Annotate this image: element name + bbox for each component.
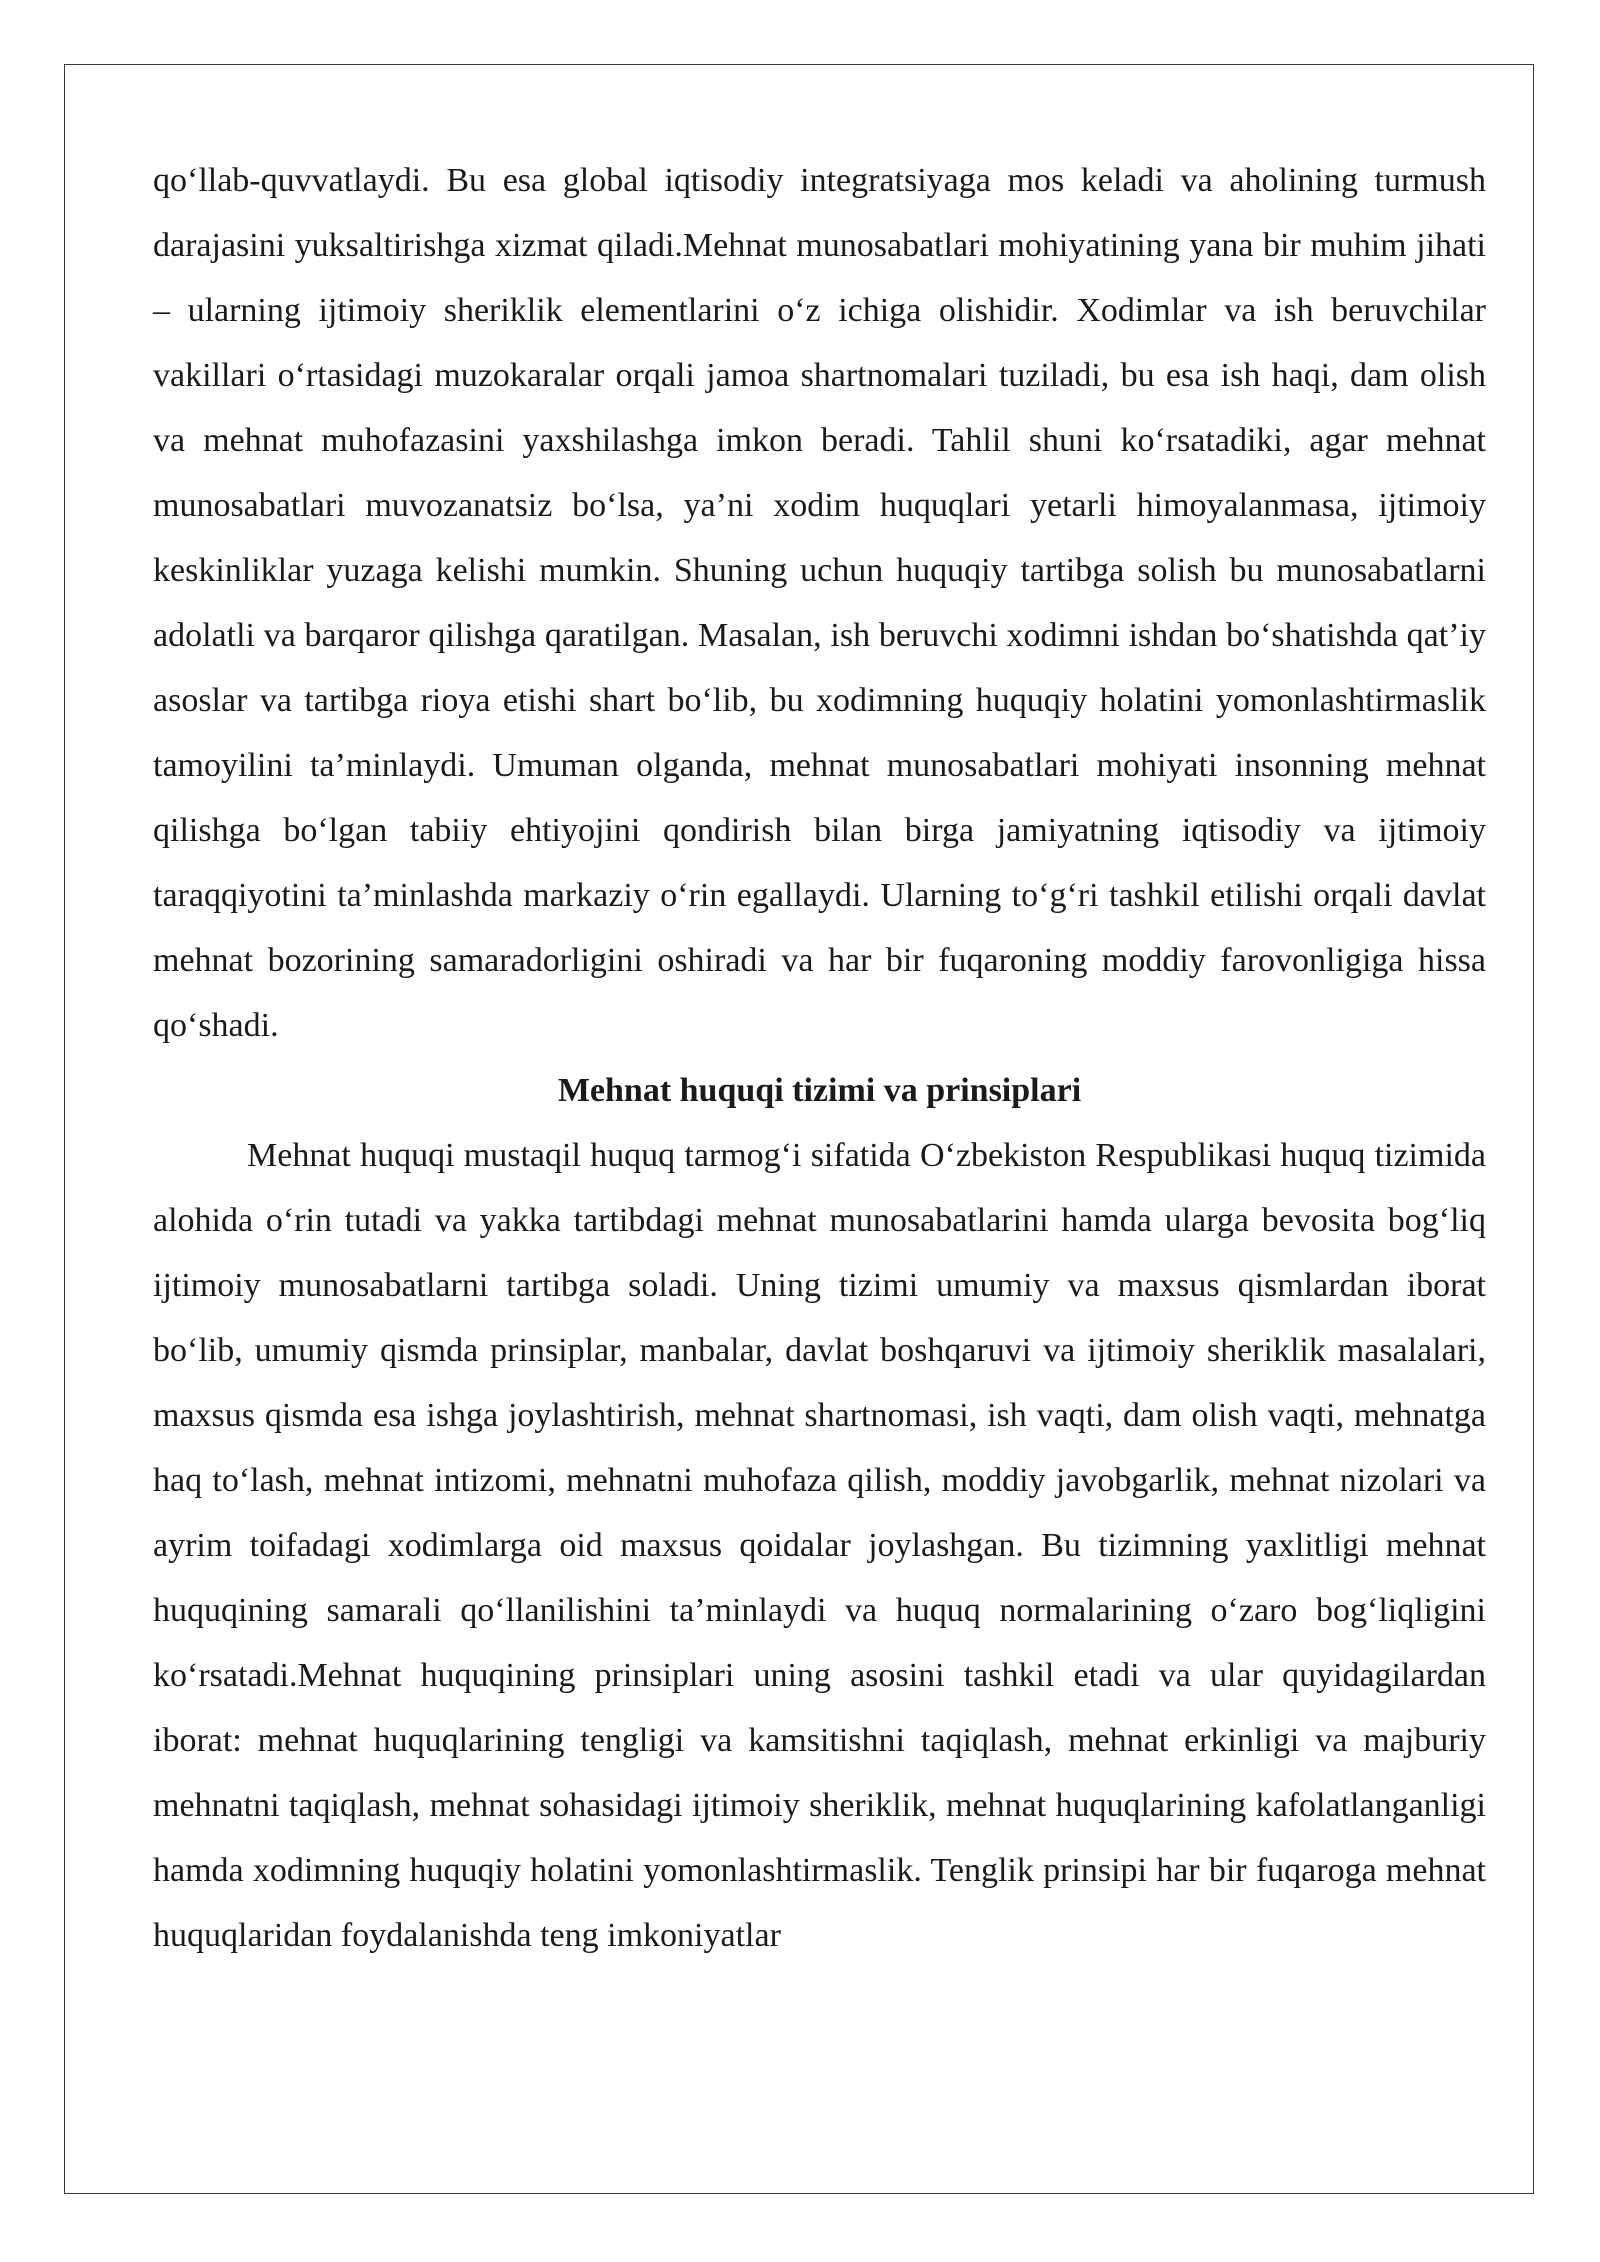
document-body bbox=[153, 148, 1486, 1968]
section-heading: Mehnat huquqi tizimi va prinsiplari bbox=[557, 1072, 1082, 1109]
body-paragraph: Mehnat huquqi mustaqil huquq tarmog‘i sifatida O‘zbekiston Respublikasi huquq tizimida alohida o‘rin tutadi va yakka tartibdagi mehnat munosabatlarini hamda ularga bevosita bog‘liq ijtimoiy munosabatlarni tartibga soladi. Uning tizimi umumiy va maxsus qismlardan iborat bo‘lib, umumiy qismda prinsiplar, manbalar, davlat boshqaruvi va ijtimoiy sheriklik masalalari, maxsus qismda esa ishga joylashtirish, mehnat shartnomasi, ish vaqti, dam olish vaqti, mehnatga haq to‘lash, mehnat intizomi, mehnatni muhofaza qilish, moddiy javobgarlik, mehnat nizolari va ayrim toifadagi xodimlarga oid maxsus qoidalar joylashgan. Bu tizimning yaxlitligi mehnat huquqining samarali qo‘llanilishini ta’minlaydi va huquq normalarining o‘zaro bog‘liqligini ko‘rsatadi.Mehnat huquqining prinsiplari uning asosini tashkil etadi va ular quyidagilardan iborat: mehnat huquqlarining tengligi va kamsitishni taqiqlash, mehnat erkinligi va majburiy mehnatni taqiqlash, mehnat sohasidagi ijtimoiy sheriklik, mehnat huquqlarining kafolatlanganligi hamda xodimning huquqiy holatini yomonlashtirmaslik. Tenglik prinsipi har bir fuqaroga mehnat huquqlaridan foydalanishda teng imkoniyatlar bbox=[153, 1137, 1486, 1954]
body-paragraph: qo‘llab-quvvatlaydi. Bu esa global iqtisodiy integratsiyaga mos keladi va aholining turmush darajasini yuksaltirishga xizmat qiladi.Mehnat munosabatlari mohiyatining yana bir muhim jihati – ularning ijtimoiy sheriklik elementlarini o‘z ichiga olishidir. Xodimlar va ish beruvchilar vakillari o‘rtasidagi muzokaralar orqali jamoa shartnomalari tuziladi, bu esa ish haqi, dam olish va mehnat muhofazasini yaxshilashga imkon beradi. Tahlil shuni ko‘rsatadiki, agar mehnat munosabatlari muvozanatsiz bo‘lsa, ya’ni xodim huquqlari yetarli himoyalanmasa, ijtimoiy keskinliklar yuzaga kelishi mumkin. Shuning uchun huquqiy tartibga solish bu munosabatlarni adolatli va barqaror qilishga qaratilgan. Masalan, ish beruvchi xodimni ishdan bo‘shatishda qat’iy asoslar va tartibga rioya etishi shart bo‘lib, bu xodimning huquqiy holatini yomonlashtirmaslik tamoyilini ta’minlaydi. Umuman olganda, mehnat munosabatlari mohiyati insonning mehnat qilishga bo‘lgan tabiiy ehtiyojini qondirish bilan birga jamiyatning iqtisodiy va ijtimoiy taraqqiyotini ta’minlashda markaziy o‘rin egallaydi. Ularning to‘g‘ri tashkil etilishi orqali davlat mehnat bozorining samaradorligini oshiradi va har bir fuqaroning moddiy farovonligiga hissa qo‘shadi. bbox=[153, 162, 1486, 1044]
